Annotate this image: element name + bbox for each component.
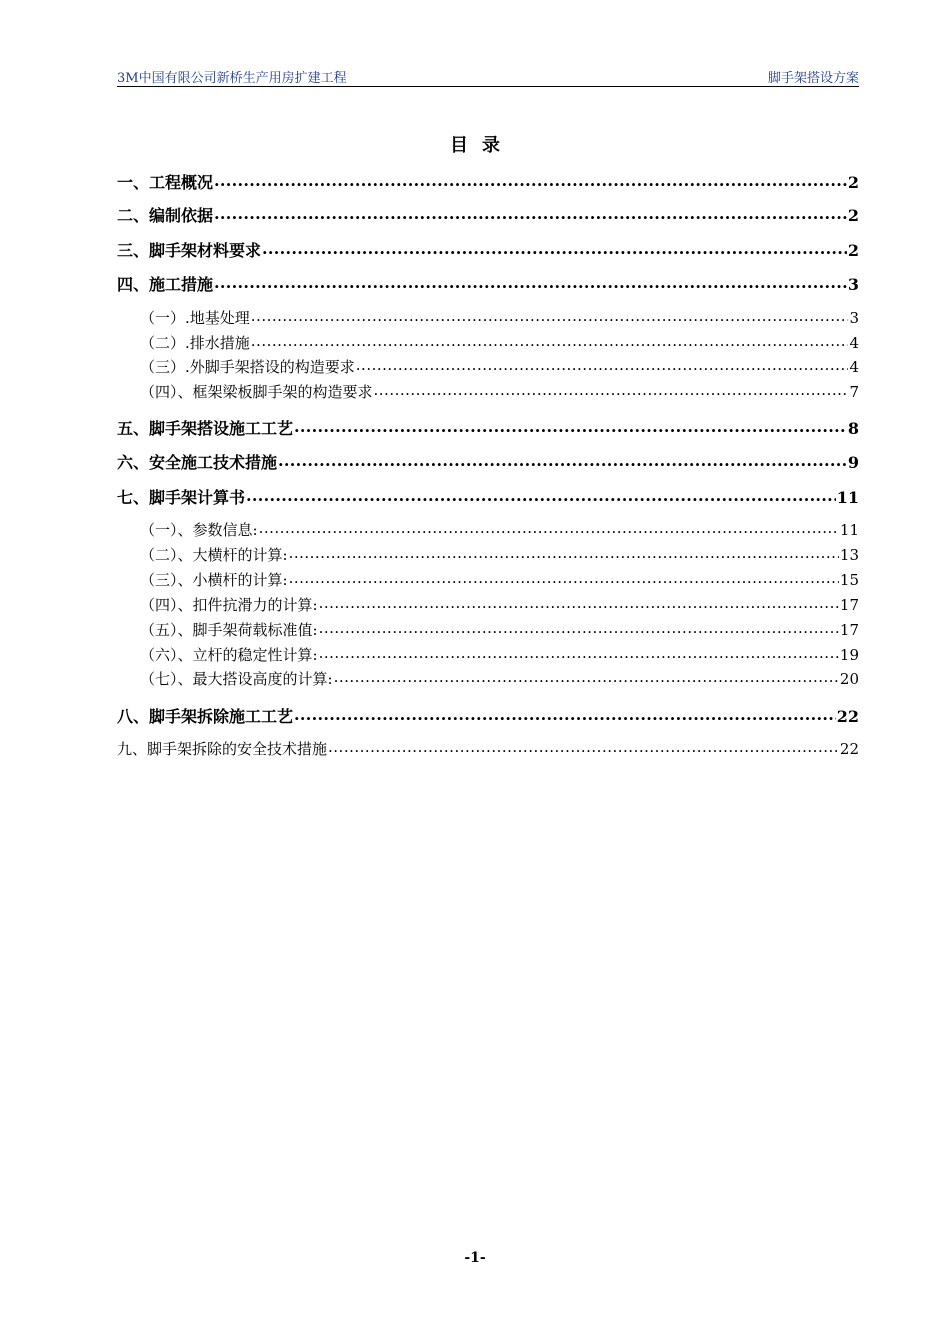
toc-entry-label: 三、脚手架材料要求 bbox=[117, 241, 262, 260]
toc-entry[interactable] bbox=[140, 544, 859, 565]
toc-entry[interactable] bbox=[140, 307, 859, 328]
toc-entry[interactable] bbox=[140, 332, 859, 353]
toc-entry-label: 五、脚手架搭设施工工艺 bbox=[117, 419, 294, 438]
toc-entry-label: （四）、扣件抗滑力的计算: bbox=[140, 596, 318, 614]
toc-leader bbox=[374, 382, 849, 397]
toc-leader bbox=[319, 620, 839, 635]
toc-entry-page: 11 bbox=[839, 521, 859, 539]
toc-entry-label: 二、编制依据 bbox=[117, 206, 214, 225]
toc-leader bbox=[251, 333, 849, 348]
toc-entry-page: 19 bbox=[839, 646, 859, 664]
header-project-title: 3M中国有限公司新桥生产用房扩建工程 bbox=[117, 71, 347, 86]
toc-entry[interactable] bbox=[140, 668, 859, 689]
toc-entry-page: 15 bbox=[839, 571, 859, 589]
toc-entry-page: 22 bbox=[839, 740, 859, 758]
toc-entry-label: （三）、小横杆的计算: bbox=[140, 571, 288, 589]
toc-leader bbox=[334, 669, 839, 684]
toc-leader bbox=[356, 357, 849, 372]
toc-entry-label: （二）.排水措施 bbox=[140, 334, 250, 352]
toc-entry-page: 17 bbox=[839, 621, 859, 639]
toc-leader bbox=[294, 418, 847, 434]
toc-entry-page: 7 bbox=[849, 383, 859, 401]
toc-entry[interactable] bbox=[140, 594, 859, 615]
toc-entry-page: 13 bbox=[839, 546, 859, 564]
toc-entry-page: 2 bbox=[847, 241, 859, 260]
toc-entry[interactable] bbox=[140, 356, 859, 377]
toc-entry-page: 3 bbox=[849, 309, 859, 327]
page-header bbox=[117, 66, 859, 87]
toc-entry[interactable] bbox=[140, 619, 859, 640]
toc-entry-label: 一、工程概况 bbox=[117, 173, 214, 192]
toc-entry-label: （三）.外脚手架搭设的构造要求 bbox=[140, 358, 355, 376]
toc-leader bbox=[328, 739, 839, 754]
toc-entry-label: （四）、框架梁板脚手架的构造要求 bbox=[140, 383, 373, 401]
toc-entry[interactable] bbox=[140, 569, 859, 590]
toc-leader bbox=[259, 520, 839, 535]
toc-entry[interactable] bbox=[117, 170, 859, 193]
footer-page-number: -1- bbox=[464, 1250, 486, 1266]
toc-entry-page: 2 bbox=[847, 206, 859, 225]
toc-entry-page: 17 bbox=[839, 596, 859, 614]
toc-entry[interactable] bbox=[117, 238, 859, 261]
toc-leader bbox=[251, 308, 849, 323]
toc-entry[interactable] bbox=[140, 381, 859, 402]
toc-entry-page: 20 bbox=[839, 670, 859, 688]
toc-leader bbox=[319, 645, 839, 660]
toc-leader bbox=[262, 240, 847, 256]
toc-entry-label: （五）、脚手架荷载标准值: bbox=[140, 621, 318, 639]
toc-entry-page: 8 bbox=[847, 419, 859, 438]
toc-entry-page: 3 bbox=[847, 275, 859, 294]
toc-entry-page: 2 bbox=[847, 173, 859, 192]
toc-entry[interactable] bbox=[117, 416, 859, 439]
toc-entry-label: 八、脚手架拆除施工工艺 bbox=[117, 707, 294, 726]
toc-entry-label: 七、脚手架计算书 bbox=[117, 488, 246, 507]
toc-entry-label: （一）、参数信息: bbox=[140, 521, 258, 539]
toc-entry-label: 四、施工措施 bbox=[117, 275, 214, 294]
toc-entry-label: （七）、最大搭设高度的计算: bbox=[140, 670, 333, 688]
toc-entry[interactable] bbox=[117, 450, 859, 473]
toc-leader bbox=[246, 487, 836, 503]
toc-leader bbox=[214, 172, 847, 188]
toc-leader bbox=[319, 595, 839, 610]
toc-leader bbox=[278, 452, 847, 468]
toc-entry[interactable] bbox=[117, 704, 859, 727]
toc-leader bbox=[214, 274, 847, 290]
toc-entry-label: 六、安全施工技术措施 bbox=[117, 453, 278, 472]
toc-entry-label: （二）、大横杆的计算: bbox=[140, 546, 288, 564]
toc-leader bbox=[289, 545, 839, 560]
toc-entry-label: 九、脚手架拆除的安全技术措施 bbox=[117, 740, 328, 758]
toc-entry[interactable] bbox=[117, 485, 859, 508]
header-document-title: 脚手架搭设方案 bbox=[767, 71, 859, 86]
toc-entry-page: 4 bbox=[849, 358, 859, 376]
toc-entry-page: 22 bbox=[836, 707, 859, 726]
toc-leader bbox=[289, 570, 839, 585]
toc-entry-page: 4 bbox=[849, 334, 859, 352]
toc-leader bbox=[294, 706, 836, 722]
toc-entry-page: 9 bbox=[847, 453, 859, 472]
toc-entry[interactable] bbox=[140, 644, 859, 665]
toc-entry[interactable] bbox=[117, 738, 859, 759]
toc-entry[interactable] bbox=[140, 519, 859, 540]
toc-entry[interactable] bbox=[117, 203, 859, 226]
toc-entry[interactable] bbox=[117, 272, 859, 295]
toc-leader bbox=[214, 205, 847, 221]
toc-title: 目录 bbox=[450, 135, 514, 156]
toc-entry-label: （六）、立杆的稳定性计算: bbox=[140, 646, 318, 664]
toc-entry-label: （一）.地基处理 bbox=[140, 309, 250, 327]
toc-entry-page: 11 bbox=[836, 488, 859, 507]
